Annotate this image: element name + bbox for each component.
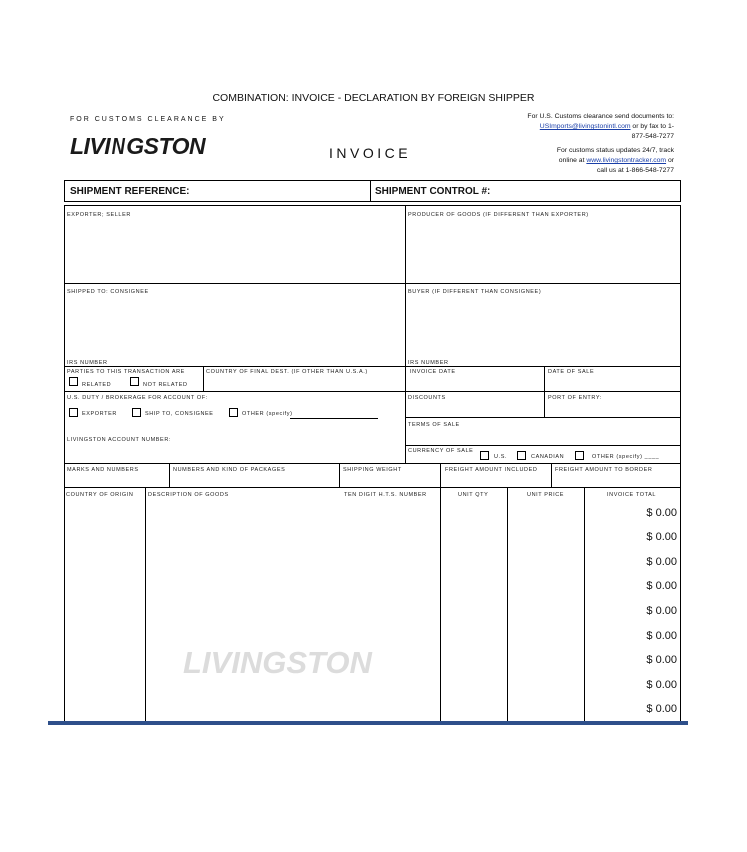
invoice-total-cell: $ 0.00: [646, 531, 677, 543]
invoice-total-cell: $ 0.00: [646, 580, 677, 592]
shipment-control-field[interactable]: SHIPMENT CONTROL #:: [375, 186, 491, 197]
duty-ship-to-label: SHIP TO, CONSIGNEE: [145, 411, 214, 417]
shipping-weight-field[interactable]: SHIPPING WEIGHT: [343, 467, 402, 473]
producer-field[interactable]: PRODUCER OF GOODS (IF DIFFERENT THAN EXPORTER): [408, 212, 589, 218]
footer-bar: [48, 721, 688, 725]
currency-us-label: U.S.: [494, 454, 508, 460]
invoice-total-cell: $ 0.00: [646, 703, 677, 715]
date-of-sale-field[interactable]: DATE OF SALE: [548, 369, 595, 375]
invoice-total-cell: $ 0.00: [646, 605, 677, 617]
related-checkbox[interactable]: [69, 377, 78, 386]
shipment-reference-field[interactable]: SHIPMENT REFERENCE:: [70, 186, 190, 197]
related-label: RELATED: [82, 382, 112, 388]
duty-exporter-label: EXPORTER: [82, 411, 117, 417]
invoice-date-field[interactable]: INVOICE DATE: [410, 369, 456, 375]
buyer-field[interactable]: BUYER (IF DIFFERENT THAN CONSIGNEE): [408, 289, 542, 295]
country-final-dest-field[interactable]: COUNTRY OF FINAL DEST. (IF OTHER THAN U.S.A.): [206, 369, 368, 375]
parties-label: PARTIES TO THIS TRANSACTION ARE: [67, 369, 185, 375]
discounts-field[interactable]: DISCOUNTS: [408, 395, 446, 401]
port-of-entry-field[interactable]: PORT OF ENTRY:: [548, 395, 602, 401]
duty-other-label: OTHER (specify): [242, 411, 293, 417]
currency-canadian-checkbox[interactable]: [517, 451, 526, 460]
clearance-caption: FOR CUSTOMS CLEARANCE BY: [70, 116, 226, 123]
freight-included-field[interactable]: FREIGHT AMOUNT INCLUDED: [445, 467, 538, 473]
col-description: DESCRIPTION OF GOODS: [148, 492, 229, 498]
customs-contact-info: For U.S. Customs clearance send documents to: USImports@livingstonintl.com or by fax to 1- 877-548-7277 For customs status updates 24/7, track online at www.livingstontracker.com or call us at 1-866-548-7277: [527, 113, 674, 174]
col-unit-price: UNIT PRICE: [527, 492, 565, 498]
col-country-origin: COUNTRY OF ORIGIN: [66, 492, 134, 498]
invoice-total-cell: $ 0.00: [646, 654, 677, 666]
currency-label: CURRENCY OF SALE: [408, 448, 474, 454]
livingston-logo: LIVINGSTON: [70, 133, 206, 159]
logo-arrow-icon: N: [111, 133, 125, 159]
duty-other-checkbox[interactable]: [229, 408, 238, 417]
terms-of-sale-field[interactable]: TERMS OF SALE: [408, 422, 460, 428]
col-invoice-total: INVOICE TOTAL: [607, 492, 657, 498]
currency-us-checkbox[interactable]: [480, 451, 489, 460]
imports-email-link[interactable]: USImports@livingstonintl.com: [539, 123, 631, 130]
irs-number-right[interactable]: IRS NUMBER: [408, 360, 449, 366]
currency-other-checkbox[interactable]: [575, 451, 584, 460]
not-related-label: NOT RELATED: [143, 382, 188, 388]
marks-numbers-field[interactable]: MARKS AND NUMBERS: [67, 467, 139, 473]
col-unit-qty: UNIT QTY: [458, 492, 489, 498]
currency-canadian-label: CANADIAN: [531, 454, 565, 460]
exporter-seller-field[interactable]: EXPORTER; SELLER: [67, 212, 131, 218]
invoice-total-cell: $ 0.00: [646, 507, 677, 519]
duty-exporter-checkbox[interactable]: [69, 408, 78, 417]
packages-field[interactable]: NUMBERS AND KIND OF PACKAGES: [173, 467, 286, 473]
currency-other-label: OTHER (specify) ____: [592, 454, 660, 460]
livingston-account-field[interactable]: LIVINGSTON ACCOUNT NUMBER:: [67, 437, 172, 443]
freight-border-field[interactable]: FREIGHT AMOUNT TO BORDER: [555, 467, 653, 473]
invoice-total-cell: $ 0.00: [646, 679, 677, 691]
col-hts-number: TEN DIGIT H.T.S. NUMBER: [344, 492, 427, 498]
invoice-heading: INVOICE: [329, 145, 412, 161]
tracker-website-link[interactable]: www.livingstontracker.com: [586, 157, 667, 164]
duty-ship-to-checkbox[interactable]: [132, 408, 141, 417]
invoice-total-cell: $ 0.00: [646, 556, 677, 568]
shipped-to-field[interactable]: SHIPPED TO: CONSIGNEE: [67, 289, 149, 295]
irs-number-left[interactable]: IRS NUMBER: [67, 360, 108, 366]
form-title: COMBINATION: INVOICE - DECLARATION BY FOREIGN SHIPPER: [212, 92, 535, 104]
livingston-watermark: LIVINGSTON: [183, 645, 372, 680]
not-related-checkbox[interactable]: [130, 377, 139, 386]
invoice-total-cell: $ 0.00: [646, 630, 677, 642]
duty-brokerage-label: U.S. DUTY / BROKERAGE FOR ACCOUNT OF:: [67, 395, 208, 401]
